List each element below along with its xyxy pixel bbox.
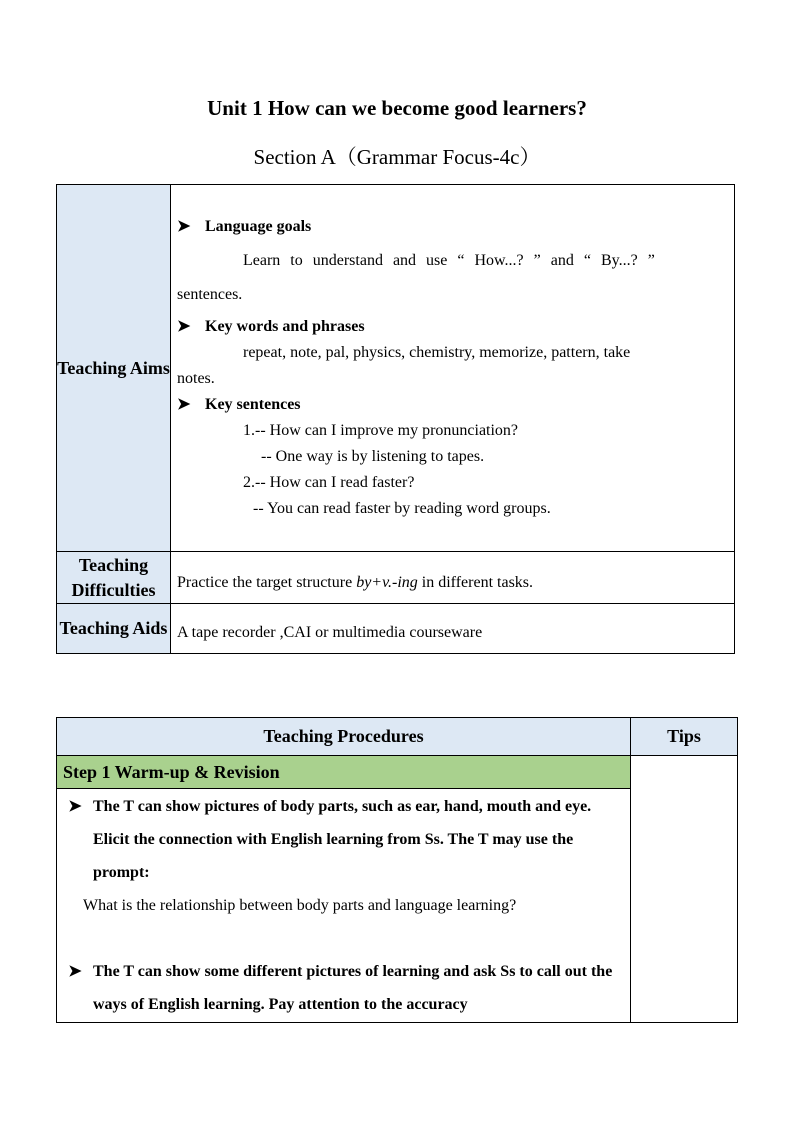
key-words-heading: Key words and phrases [205, 318, 365, 335]
teaching-aims-content [171, 185, 735, 552]
teaching-difficulties-content [171, 552, 735, 604]
teaching-aims-label-text: Teaching Aims [57, 357, 170, 378]
difficulties-text-italic: by+v.-ing [356, 574, 418, 591]
key-sentence-1: 1.-- How can I improve my pronunciation? [243, 422, 519, 439]
teaching-aids-label-text: Teaching Aids [59, 618, 168, 638]
page-subtitle: Section A（Grammar Focus-4c） [253, 145, 541, 169]
teaching-aims-label [57, 185, 171, 552]
teaching-difficulties-label [57, 552, 171, 604]
arrow-bullet-icon: ➤ [68, 963, 82, 980]
teaching-procedures-table [56, 717, 738, 1023]
step-1-heading: Step 1 Warm-up & Revision [57, 756, 631, 789]
language-goals-tail: sentences. [177, 286, 243, 303]
procedures-header-text: Teaching Procedures [263, 726, 424, 746]
key-words-text: repeat, note, pal, physics, chemistry, memorize, pattern, take [243, 344, 631, 361]
aids-text: A tape recorder ,CAI or multimedia courseware [177, 624, 483, 641]
arrow-bullet-icon: ➤ [177, 318, 191, 335]
procedure-item-1-text: The T can show pictures of body parts, such as ear, hand, mouth and eye. Elicit the connection with English learning from Ss. The T may use the prompt: [93, 798, 592, 881]
procedure-item-1 [57, 789, 630, 889]
procedure-item-2 [57, 955, 630, 1021]
teaching-aids-content [171, 604, 735, 654]
key-sentences-heading: Key sentences [205, 396, 301, 413]
language-goals-heading: Language goals [205, 218, 312, 235]
key-sentences-item [177, 392, 734, 418]
page-title: Unit 1 How can we become good learners? [207, 96, 587, 120]
tips-header-text: Tips [667, 726, 701, 746]
key-sentence-2: 2.-- How can I read faster? [243, 474, 415, 491]
key-sentence-2-answer: -- You can read faster by reading word groups. [253, 500, 551, 517]
tips-header [631, 718, 738, 756]
language-goals-item [177, 214, 734, 240]
procedure-item-2-text: The T can show some different pictures of learning and ask Ss to call out the ways of English learning. Pay attention to the accuracy [93, 963, 613, 1013]
key-words-item [177, 314, 734, 340]
arrow-bullet-icon: ➤ [177, 396, 191, 413]
arrow-bullet-icon: ➤ [177, 218, 191, 235]
tips-cell [631, 756, 738, 1023]
procedures-header [57, 718, 631, 756]
step-1-content [57, 789, 631, 1023]
difficulties-text-before: Practice the target structure [177, 574, 357, 591]
procedure-question: What is the relationship between body parts and language learning? [83, 897, 517, 914]
language-goals-text: Learn to understand and use “ How...? ” and “ By...? ” [243, 252, 655, 269]
arrow-bullet-icon: ➤ [68, 798, 82, 815]
teaching-overview-table [56, 184, 735, 654]
teaching-aids-label [57, 604, 171, 654]
key-words-tail: notes. [177, 370, 215, 387]
difficulties-text-after: in different tasks. [417, 574, 534, 591]
teaching-difficulties-label-text: Teaching Difficulties [71, 554, 156, 600]
key-sentence-1-answer: -- One way is by listening to tapes. [261, 448, 485, 465]
